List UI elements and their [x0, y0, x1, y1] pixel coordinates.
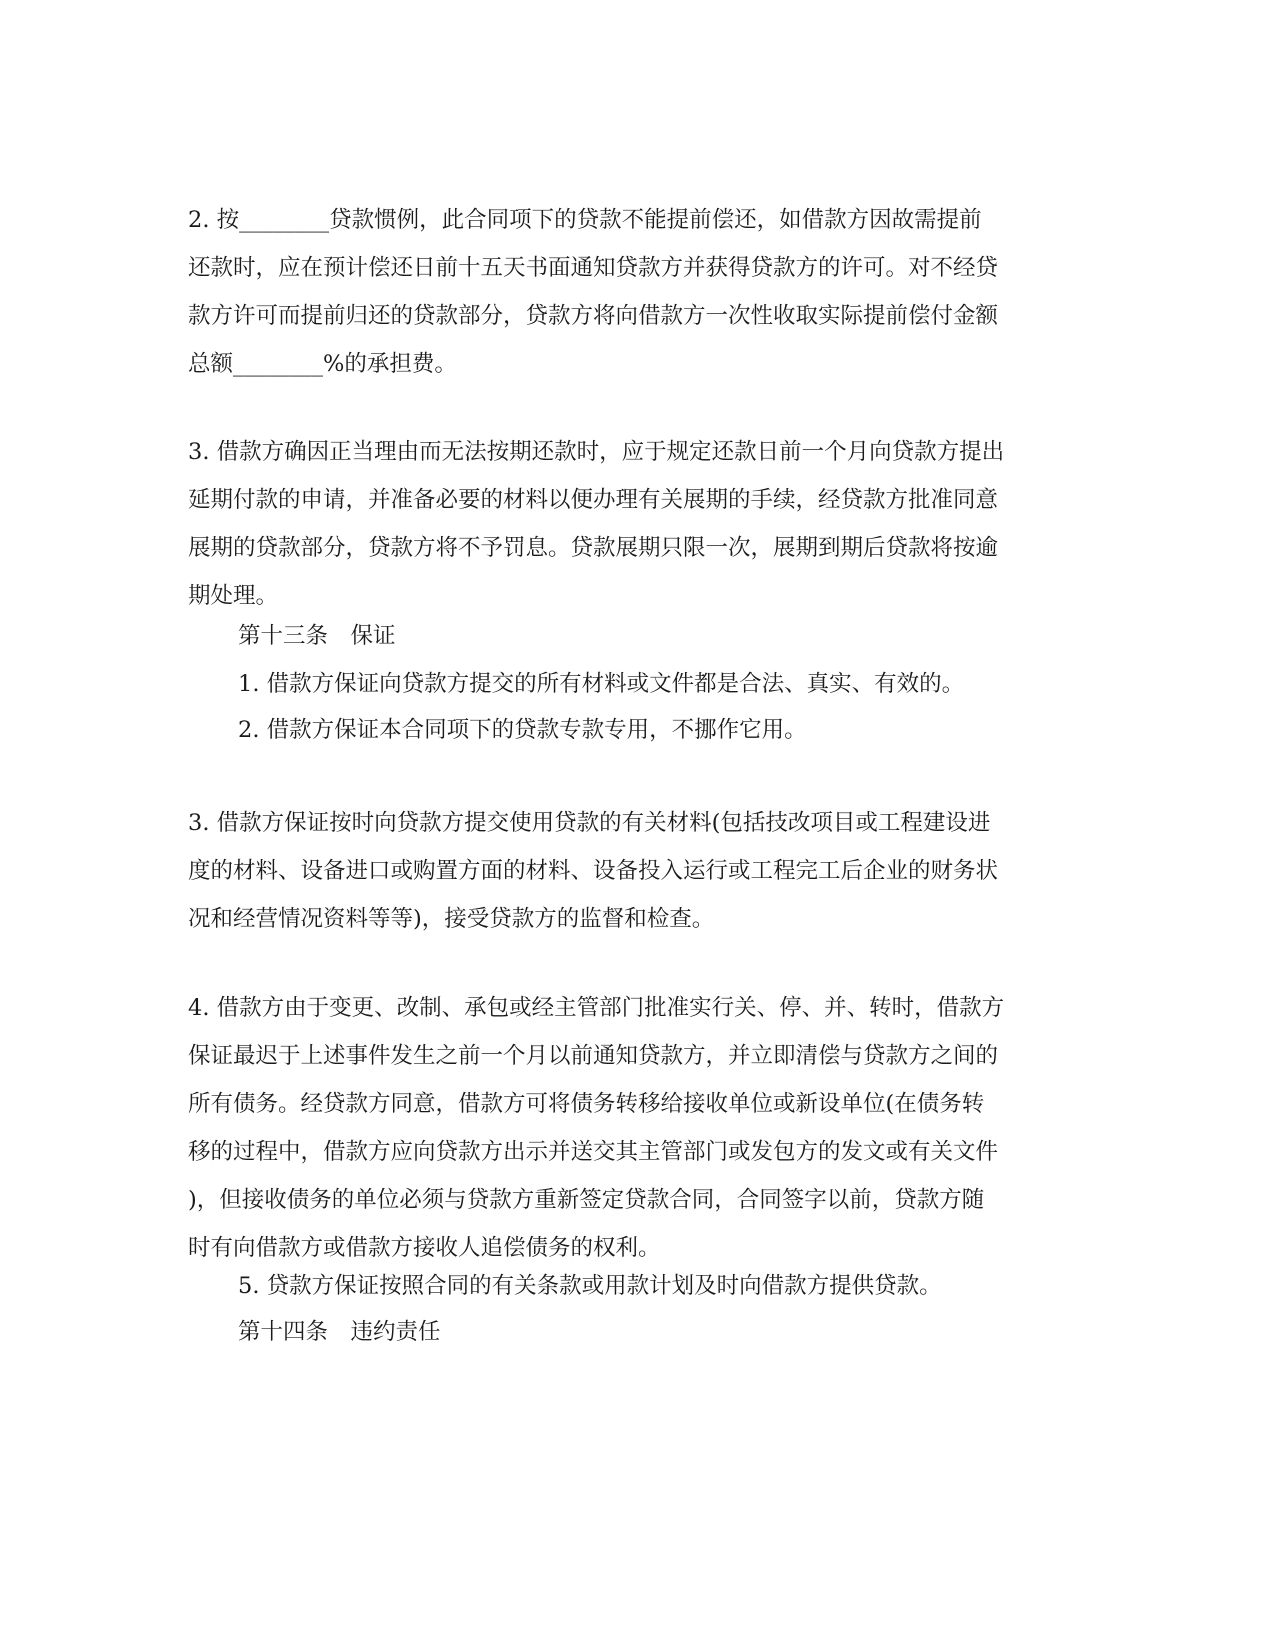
guarantee-item-4: [188, 984, 1088, 1272]
text-line: 2. 按________贷款惯例，此合同项下的贷款不能提前偿还，如借款方因故需提前: [188, 207, 982, 233]
clause-early-repayment: [188, 196, 1088, 388]
article-13-heading: 第十三条 保证: [238, 623, 396, 649]
text-line: 3. 借款方确因正当理由而无法按期还款时，应于规定还款日前一个月向贷款方提出: [188, 439, 1005, 465]
text-line: 5. 贷款方保证按照合同的有关条款或用款计划及时向借款方提供贷款。: [238, 1273, 942, 1299]
text-line: 移的过程中，借款方应向贷款方出示并送交其主管部门或发包方的发文或有关文件: [188, 1139, 999, 1165]
guarantee-item-5: [238, 1262, 1088, 1310]
text-line: 所有债务。经贷款方同意，借款方可将债务转移给接收单位或新设单位(在债务转: [188, 1091, 985, 1117]
text-line: 3. 借款方保证按时向贷款方提交使用贷款的有关材料(包括技改项目或工程建设进: [188, 810, 991, 836]
clause-extension: [188, 428, 1088, 620]
text-line: 款方许可而提前归还的贷款部分，贷款方将向借款方一次性收取实际提前偿付金额: [188, 303, 999, 329]
text-line: 度的材料、设备进口或购置方面的材料、设备投入运行或工程完工后企业的财务状: [188, 858, 999, 884]
text-line: 期处理。: [188, 583, 279, 609]
text-line: 时有向借款方或借款方接收人追偿债务的权利。: [188, 1235, 661, 1261]
text-line: )，但接收债务的单位必须与贷款方重新签定贷款合同，合同签字以前，贷款方随: [188, 1187, 985, 1213]
text-line: 还款时，应在预计偿还日前十五天书面通知贷款方并获得贷款方的许可。对不经贷: [188, 255, 999, 281]
text-line: 延期付款的申请，并准备必要的材料以便办理有关展期的手续，经贷款方批准同意: [188, 487, 999, 513]
text-line: 总额________%的承担费。: [188, 351, 457, 377]
text-line: 2. 借款方保证本合同项下的贷款专款专用，不挪作它用。: [238, 717, 807, 743]
text-line: 4. 借款方由于变更、改制、承包或经主管部门批准实行关、停、并、转时，借款方: [188, 995, 1005, 1021]
text-line: 1. 借款方保证向贷款方提交的所有材料或文件都是合法、真实、有效的。: [238, 671, 965, 697]
guarantee-item-2: [238, 706, 1088, 754]
guarantee-item-3: [188, 799, 1088, 943]
text-line: 况和经营情况资料等等)，接受贷款方的监督和检查。: [188, 906, 715, 932]
text-line: 保证最迟于上述事件发生之前一个月以前通知贷款方，并立即清偿与贷款方之间的: [188, 1043, 999, 1069]
article-14-heading: 第十四条 违约责任: [238, 1319, 441, 1345]
text-line: 展期的贷款部分，贷款方将不予罚息。贷款展期只限一次，展期到期后贷款将按逾: [188, 535, 999, 561]
guarantee-item-1: [238, 660, 1088, 708]
